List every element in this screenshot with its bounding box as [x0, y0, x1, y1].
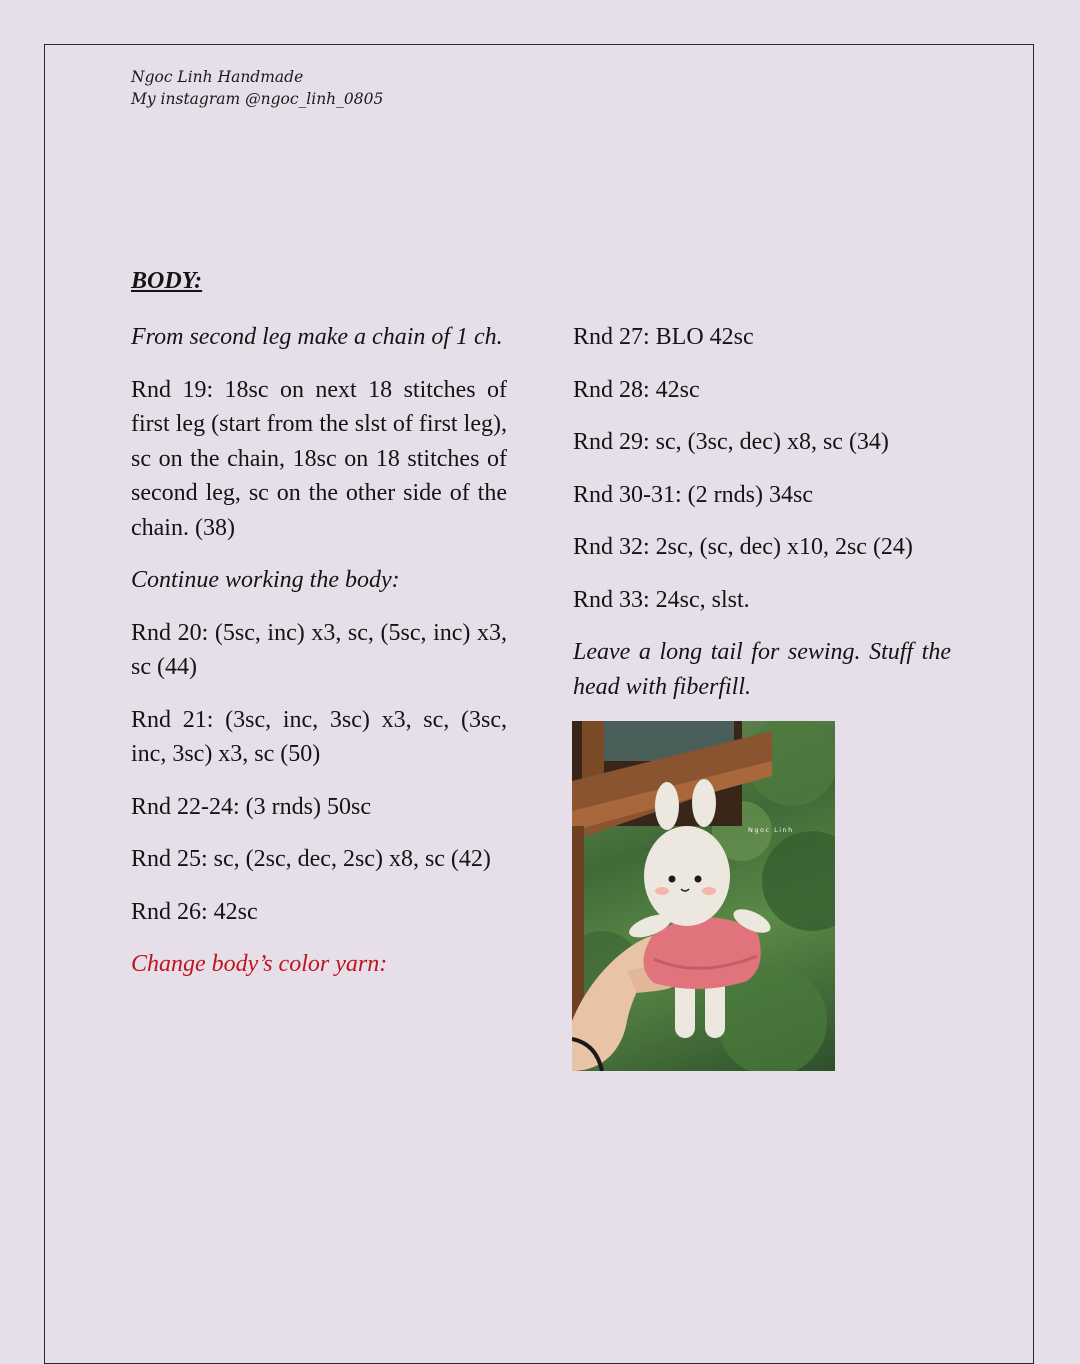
instruction-paragraph: Rnd 25: sc, (2sc, dec, 2sc) x8, sc (42) — [131, 846, 491, 872]
instruction-paragraph: Rnd 27: BLO 42sc — [573, 324, 754, 350]
page-header — [131, 66, 383, 110]
instruction-paragraph: Leave a long tail for sewing. Stuff the head with fiberfill. — [573, 639, 951, 700]
instruction-paragraph: Rnd 20: (5sc, inc) x3, sc, (5sc, inc) x3, sc (44) — [131, 619, 507, 680]
instruction-paragraph: From second leg make a chain of 1 ch. — [131, 324, 503, 350]
instruction-paragraph: Rnd 28: 42sc — [573, 376, 700, 403]
section-title: BODY: — [131, 268, 203, 294]
instruction-paragraph: Rnd 19: 18sc on next 18 stitches of first leg (start from the slst of first leg), sc on the chain, 18sc on 18 stitches of second leg, sc on the other side of the chain. (38) — [131, 376, 507, 541]
instruction-paragraph: Rnd 21: (3sc, inc, 3sc) x3, sc, (3sc, inc, 3sc) x3, sc (50) — [131, 706, 507, 767]
right-column — [573, 320, 951, 722]
instruction-paragraph: Rnd 30-31: (2 rnds) 34sc — [573, 481, 813, 508]
header-brand: Ngoc Linh Handmade — [131, 68, 304, 86]
left-column — [131, 320, 507, 1000]
instruction-paragraph: Rnd 33: 24sc, slst. — [573, 586, 750, 613]
instruction-paragraph: Rnd 22-24: (3 rnds) 50sc — [131, 793, 371, 820]
instruction-paragraph: Continue working the body: — [131, 567, 400, 593]
instruction-paragraph: Rnd 29: sc, (3sc, dec) x8, sc (34) — [573, 429, 889, 455]
instruction-paragraph: Rnd 26: 42sc — [131, 898, 258, 925]
instruction-paragraph: Rnd 32: 2sc, (sc, dec) x10, 2sc (24) — [573, 534, 913, 560]
header-instagram: My instagram @ngoc_linh_0805 — [131, 90, 384, 108]
bunny-doll-photo — [572, 721, 835, 1071]
photo-watermark: Ngoc Linh — [748, 826, 794, 834]
color-change-note: Change body’s color yarn: — [131, 951, 388, 977]
